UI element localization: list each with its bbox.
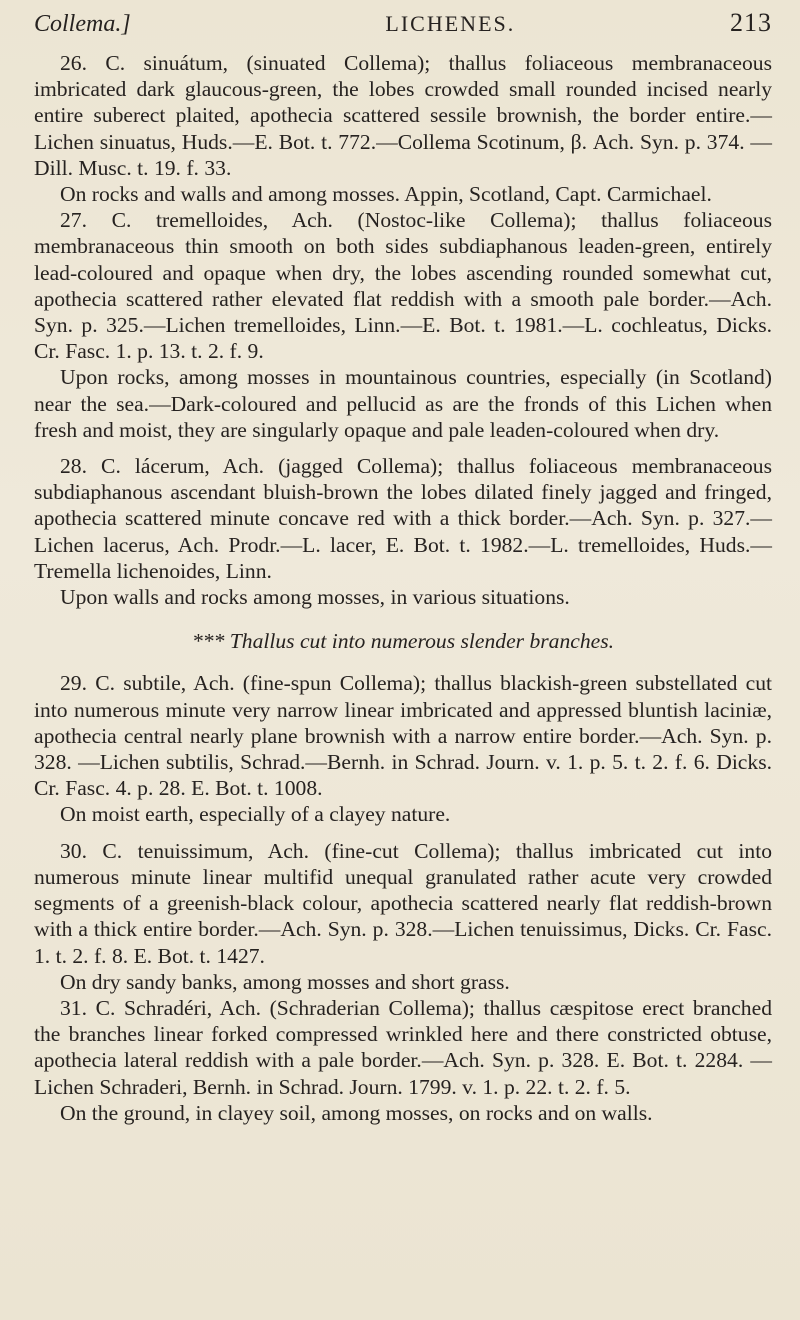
species-entry-27	[34, 207, 772, 443]
running-head-left: Collema.]	[34, 11, 131, 37]
page-number: 213	[730, 8, 772, 37]
species-entry-30	[34, 838, 772, 995]
species-entry-29	[34, 670, 772, 827]
entry-description: 31. C. Schradéri, Ach. (Schraderian Collema); thallus cæspitose erect branched the branches linear forked compressed wrinkled here and there constricted obtuse, apothecia lateral reddish with a pale border.—Ach. Syn. p. 328. E. Bot. t. 2284. —Lichen Schraderi, Bernh. in Schrad. Journ. 1799. v. 1. p. 22. t. 2. f. 5.	[34, 995, 772, 1099]
running-head	[34, 8, 772, 50]
entry-description: 27. C. tremelloides, Ach. (Nostoc-like Collema); thallus foliaceous membranaceous thin smooth on both sides subdiaphanous leaden-green, entirely lead-coloured and opaque when dry, the lobes ascending rounded somewhat cut, apothecia scattered rather elevated flat reddish with a smooth pale border.—Ach. Syn. p. 325.—Lichen tremelloides, Linn.—E. Bot. t. 1981.—L. cochleatus, Dicks. Cr. Fasc. 1. p. 13. t. 2. f. 9.	[34, 208, 772, 364]
entry-habitat: On moist earth, especially of a clayey nature.	[60, 802, 451, 827]
entry-habitat: On the ground, in clayey soil, among mosses, on rocks and on walls.	[60, 1100, 653, 1125]
entry-description: 30. C. tenuissimum, Ach. (fine-cut Collema); thallus imbricated cut into numerous minute linear multifid unequal granulated rather acute very crowded segments of a greenish-black colour, apothecia scattered nearly flat reddish-brown with a thick entire border.—Ach. Syn. p. 328.—Lichen tenuissimus, Dicks. Cr. Fasc. 1. t. 2. f. 8. E. Bot. t. 1427.	[34, 838, 772, 968]
entry-description: 26. C. sinuátum, (sinuated Collema); thallus foliaceous membranaceous imbricated dark glaucous-green, the lobes crowded small rounded incised nearly entire suberect plaited, apothecia scattered sessile brownish, the border entire.—Lichen sinuatus, Huds.—E. Bot. t. 772.—Collema Scotinum, β. Ach. Syn. p. 374. —Dill. Musc. t. 19. f. 33.	[34, 51, 772, 180]
species-entry-26	[34, 50, 772, 207]
section-heading: *** Thallus cut into numerous slender branches.	[191, 629, 615, 654]
entry-habitat: On dry sandy banks, among mosses and short grass.	[60, 969, 510, 994]
entry-habitat: Upon walls and rocks among mosses, in various situations.	[60, 585, 570, 610]
entry-description: 29. C. subtile, Ach. (fine-spun Collema); thallus blackish-green substellated cut into numerous minute very narrow linear imbricated and appressed bluntish laciniæ, apothecia central nearly plane brownish with a narrow entire border.—Ach. Syn. p. 328. —Lichen subtilis, Schrad.—Bernh. in Schrad. Journ. v. 1. p. 5. t. 2. f. 6. Dicks. Cr. Fasc. 4. p. 28. E. Bot. t. 1008.	[34, 671, 772, 801]
entry-description: 28. C. lácerum, Ach. (jagged Collema); thallus foliaceous membranaceous subdiaphanous ascendant bluish-brown the lobes dilated finely jagged and fringed, apothecia scattered minute concave red with a thick border.—Ach. Syn. p. 327.—Lichen lacerus, Ach. Prodr.—L. lacer, E. Bot. t. 1982.—L. tremelloides, Huds.—Tremella lichenoides, Linn.	[34, 454, 772, 583]
entry-habitat: Upon rocks, among mosses in mountainous countries, especially (in Scotland) near the sea.—Dark-coloured and pellucid as are the fronds of this Lichen when fresh and moist, they are singularly opaque and pale leaden-coloured when dry.	[34, 365, 772, 442]
entry-habitat: On rocks and walls and among mosses. Appin, Scotland, Capt. Carmichael.	[60, 182, 712, 207]
species-entry-31	[34, 995, 772, 1126]
species-entry-28	[34, 453, 772, 610]
running-head-title: LICHENES.	[385, 11, 516, 36]
